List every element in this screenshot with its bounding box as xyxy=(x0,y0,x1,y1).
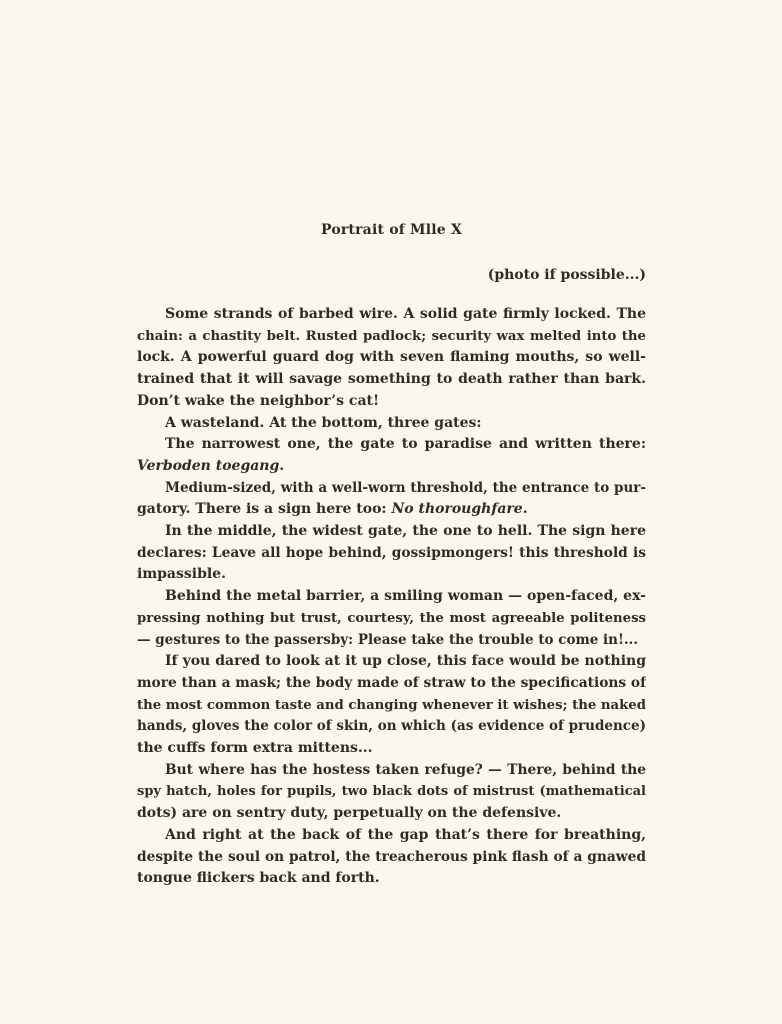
text-line: In the middle, the widest gate, the one to hell. The sign here xyxy=(165,523,646,540)
text-line: A wasteland. At the bottom, three gates: xyxy=(165,414,482,431)
text-line: Medium-sized, with a well-worn threshold, the entrance to pur- xyxy=(165,479,646,496)
paragraph xyxy=(137,304,646,413)
text-line: spy hatch, holes for pupils, two black dots of mistrust (mathematical xyxy=(137,784,646,800)
paragraph xyxy=(137,825,646,890)
page-title: Portrait of Mlle X xyxy=(320,222,463,238)
text-line: Behind the metal barrier, a smiling woman — open-faced, ex- xyxy=(165,588,646,605)
paragraph xyxy=(137,651,646,760)
text-line: hands, gloves the color of skin, on which (as evidence of prudence) xyxy=(137,718,646,735)
text-line: Verboden toegang. xyxy=(137,457,285,474)
text-line: But where has the hostess taken refuge? — There, behind the xyxy=(165,761,646,778)
text-line: gatory. There is a sign here too: No thoroughfare. xyxy=(137,501,528,518)
text-line: dots) are on sentry duty, perpetually on the defensive. xyxy=(137,805,562,822)
paragraph xyxy=(137,413,646,435)
text-line: chain: a chastity belt. Rusted padlock; security wax melted into the xyxy=(137,328,646,344)
paragraph xyxy=(137,521,646,586)
text-line: more than a mask; the body made of straw to the specifications of xyxy=(137,674,646,691)
photo-note: (photo if possible...) xyxy=(487,267,646,283)
text-line: Some strands of barbed wire. A solid gate firmly locked. The xyxy=(165,306,646,322)
text-line: And right at the back of the gap that’s there for breathing, xyxy=(165,826,646,843)
paragraph xyxy=(137,760,646,825)
document-body xyxy=(137,304,646,890)
text-line: trained that it will savage something to death rather than bark. xyxy=(137,371,646,388)
text-line: — gestures to the passersby: Please take the trouble to come in!... xyxy=(137,631,639,648)
text-line: If you dared to look at it up close, this face would be nothing xyxy=(165,653,646,670)
paragraph xyxy=(137,586,646,651)
paragraph xyxy=(137,434,646,477)
text-line: The narrowest one, the gate to paradise and written there: xyxy=(165,436,646,453)
text-line: lock. A powerful guard dog with seven flaming mouths, so well- xyxy=(137,349,646,366)
text-line: declares: Leave all hope behind, gossipmongers! this threshold is xyxy=(137,544,646,561)
text-line: Don’t wake the neighbor’s cat! xyxy=(137,392,380,409)
paragraph xyxy=(137,478,646,521)
text-line: the cuffs form extra mittens... xyxy=(137,740,373,757)
text-line: tongue flickers back and forth. xyxy=(137,870,380,887)
text-line: pressing nothing but trust, courtesy, the most agreeable politeness xyxy=(137,610,646,626)
text-line: despite the soul on patrol, the treacherous pink flash of a gnawed xyxy=(137,848,646,865)
text-line: impassible. xyxy=(137,566,226,583)
text-line: the most common taste and changing whenever it wishes; the naked xyxy=(137,697,646,713)
